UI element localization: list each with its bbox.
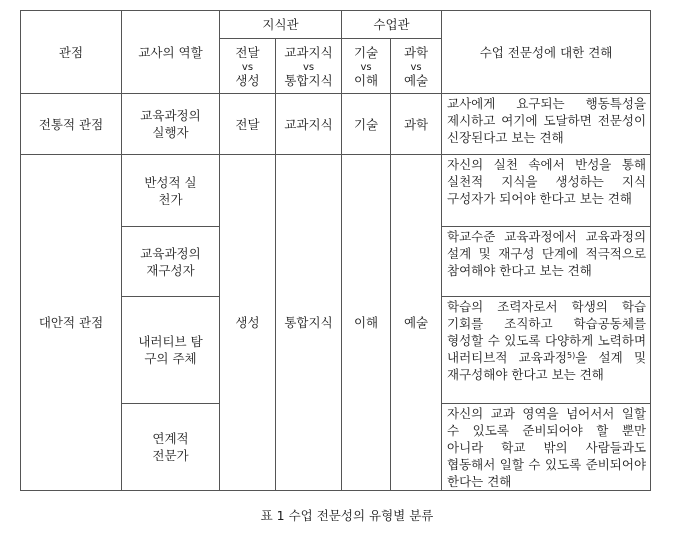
header-subject-vs-integrated: [276, 39, 342, 94]
alternative-row-reflective: [21, 155, 651, 227]
classification-table: [20, 10, 651, 491]
alternative-perspective: 대안적 관점: [21, 155, 122, 491]
view-connected-expert: 자신의 교과 영역을 넘어서서 일할 수 있도록 준비되어야 할 뿐만 아니라 학교 밖의 사람들과도 협동해서 일할 수 있도록 준비되어야 한다는 견해: [442, 404, 651, 491]
traditional-perspective: 전통적 관점: [21, 94, 122, 155]
alternative-knowledge-1: 생성: [220, 155, 276, 491]
traditional-knowledge-2: 교과지식: [276, 94, 342, 155]
header-subject-vs: vs: [302, 61, 315, 73]
role-curriculum-reconstructor: 교육과정의 재구성자: [122, 227, 220, 297]
header-lesson-view: 수업관: [342, 11, 442, 39]
view-narrative-text-after: 을 설계 및 재구성해야 한다고 보는 견해: [447, 350, 647, 382]
alternative-lesson-2: 예술: [391, 155, 442, 491]
role-reflective-practitioner: 반성적 실천가: [122, 155, 220, 227]
header-science: 과학: [403, 44, 429, 60]
alternative-knowledge-2: 통합지식: [276, 155, 342, 491]
header-skill: 기술: [353, 44, 379, 60]
header-transmit-vs-generate: [220, 39, 276, 94]
footnote-marker: 5): [566, 351, 576, 360]
role-connected-expert: 연계적 전문가: [122, 404, 220, 491]
traditional-knowledge-1: 전달: [220, 94, 276, 155]
header-transmit-vs: vs: [241, 61, 254, 73]
view-narrative-text-before: 학습의 조력자로서 학생의 학습 기회를 조직하고 학습공동체를 형성할 수 있도록 다양하게 노력하며 내러티브적 교육과정: [447, 299, 647, 365]
role-narrative-inquiry-subject: 내러티브 탐구의 주체: [122, 297, 220, 404]
header-skill-vs-understanding: [342, 39, 391, 94]
view-narrative-inquiry-subject: [442, 297, 651, 404]
header-teacher-role: 교사의 역할: [122, 11, 220, 94]
header-subject-knowledge: 교과지식: [284, 44, 333, 60]
traditional-view: 교사에게 요구되는 행동특성을 제시하고 여기에 도달하면 전문성이 신장된다고 보는 견해: [442, 94, 651, 155]
header-understanding: 이해: [353, 72, 379, 88]
header-skill-vs: vs: [360, 61, 372, 73]
header-science-vs-art: [391, 39, 442, 94]
header-art: 예술: [403, 72, 429, 88]
header-professional-view: 수업 전문성에 대한 견해: [442, 11, 651, 94]
header-knowledge-view: 지식관: [220, 11, 342, 39]
alternative-lesson-1: 이해: [342, 155, 391, 491]
view-reflective-practitioner: 자신의 실천 속에서 반성을 통해 실천적 지식을 생성하는 지식 구성자가 되어야 한다고 보는 견해: [442, 155, 651, 227]
traditional-row: [21, 94, 651, 155]
header-row-1: [21, 11, 651, 39]
header-transmit: 전달: [235, 44, 260, 60]
traditional-role: 교육과정의 실행자: [122, 94, 220, 155]
header-perspective: 관점: [21, 11, 122, 94]
traditional-lesson-2: 과학: [391, 94, 442, 155]
header-generate: 생성: [235, 72, 260, 88]
header-science-vs: vs: [410, 61, 422, 73]
traditional-lesson-1: 기술: [342, 94, 391, 155]
header-integrated-knowledge: 통합지식: [284, 72, 333, 88]
view-curriculum-reconstructor: 학교수준 교육과정에서 교육과정의 설계 및 재구성 단계에 적극적으로 참여해야 한다고 보는 견해: [442, 227, 651, 297]
table-caption: 표 1 수업 전문성의 유형별 분류: [260, 508, 434, 523]
